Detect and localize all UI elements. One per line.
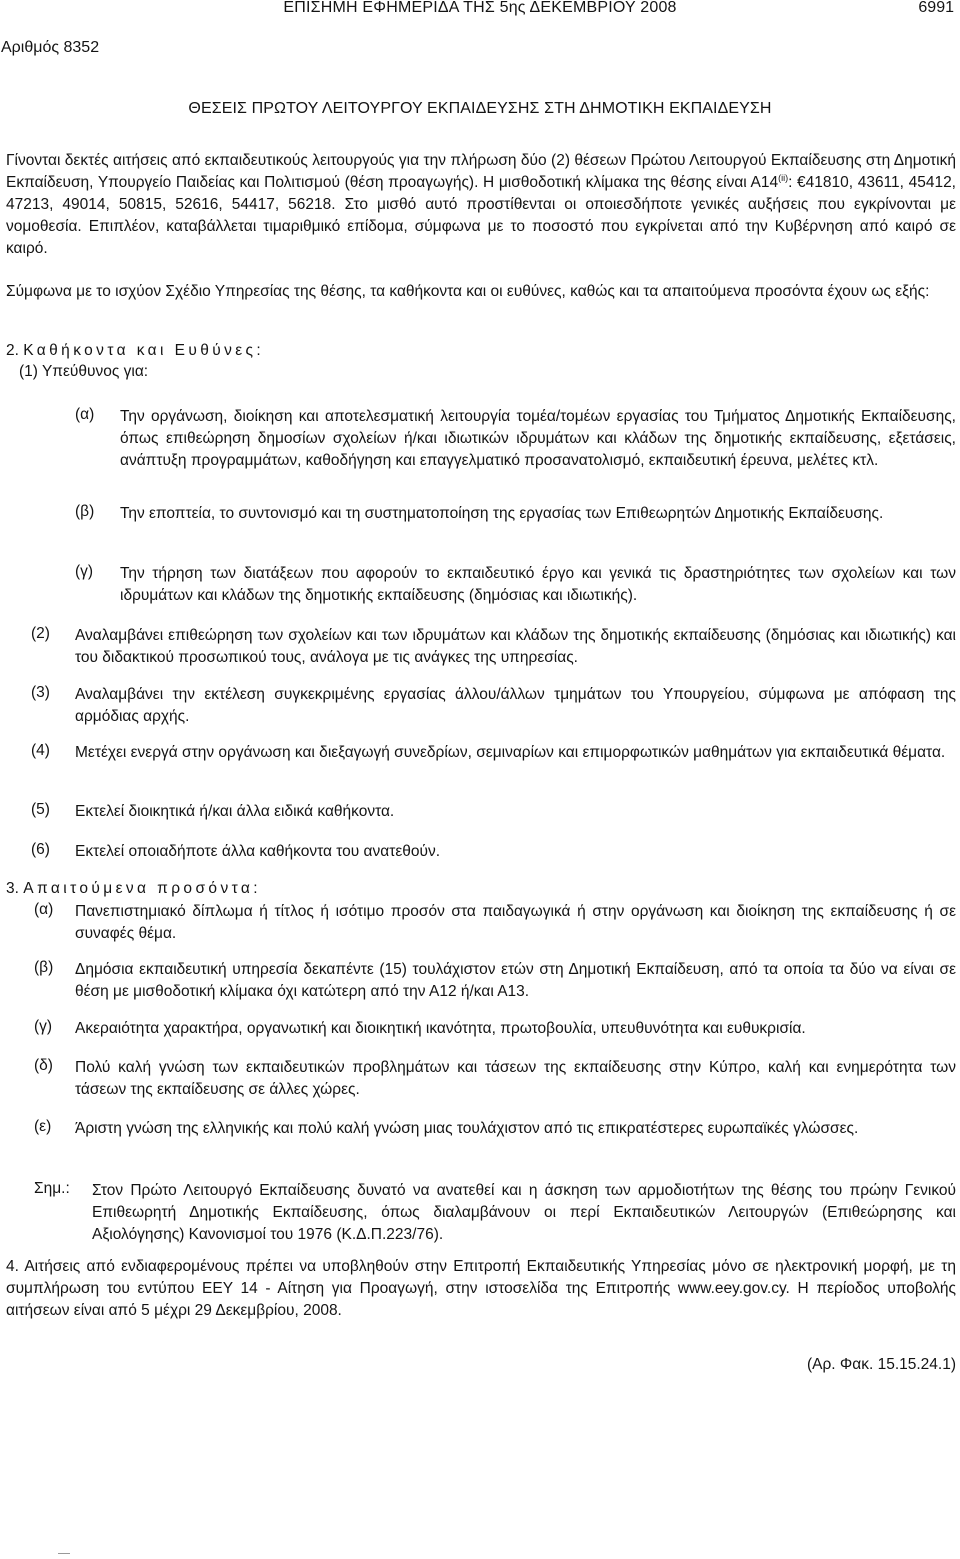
duty-item-3-marker: (3) — [31, 684, 50, 701]
section-4-paragraph: 4. Αιτήσεις από ενδιαφερομένους πρέπει να υποβληθούν στην Επιτροπή Εκπαιδευτικής Υπηρεσίας μόνο σε ηλεκτρονική μορφή, με τη συμπλήρωση του εντύπου ΕΕΥ 14 - Αίτηση για Προαγωγή, στην ιστοσελίδα της Επιτροπής www.eey.gov.cy. Η περίοδος υποβολής αιτήσεων είναι από 5 μέχρι 29 Δεκεμβρίου, 2008. — [6, 1258, 956, 1319]
section-3-title: Απαιτούμενα προσόντα: — [23, 880, 261, 897]
schema-paragraph: Σύμφωνα με το ισχύον Σχέδιο Υπηρεσίας της θέσης, τα καθήκοντα και οι ευθύνες, καθώς και τα απαιτούμενα προσόντα έχουν ως εξής: — [6, 283, 930, 300]
intro-superscript: (ii) — [778, 172, 789, 183]
duty-item-3-text: Αναλαμβάνει την εκτέλεση συγκεκριμένης εργασίας άλλου/άλλων τμημάτων του Υπουργείου, σύμφωνα με απόφαση της αρμόδιας αρχής. — [75, 686, 956, 725]
qualification-b-marker: (β) — [34, 959, 54, 976]
sub-item-b-marker: (β) — [75, 503, 95, 520]
section-3-number: 3. — [6, 880, 19, 897]
notice-number: Αριθμός 8352 — [1, 39, 100, 56]
section-3-heading — [6, 880, 261, 898]
qualification-d-marker: (δ) — [34, 1057, 53, 1074]
qualification-a-text: Πανεπιστημιακό δίπλωμα ή τίτλος ή ισότιμο προσόν στα παιδαγωγικά ή στην οργάνωση και διοίκηση της εκπαίδευσης ή σε συναφές θέμα. — [75, 903, 956, 942]
qualification-e-marker: (ε) — [34, 1118, 52, 1135]
section-2-title: Καθήκοντα και Ευθύνες: — [23, 342, 265, 359]
section-2-heading — [6, 342, 264, 360]
gazette-title: ΕΠΙΣΗΜΗ ΕΦΗΜΕΡΙΔΑ ΤΗΣ 5ης ΔΕΚΕΜΒΡΙΟΥ 2008 — [283, 0, 677, 16]
page-number: 6991 — [918, 0, 954, 16]
responsible-for-heading: (1) Υπεύθυνος για: — [19, 363, 149, 380]
duty-item-5-marker: (5) — [31, 801, 50, 818]
qualification-c-marker: (γ) — [34, 1018, 53, 1035]
duty-item-2-text: Αναλαμβάνει επιθεώρηση των σχολείων και των ιδρυμάτων και κλάδων της δημοτικής εκπαίδευσης (δημόσιας και ιδιωτικής) και του διδακτικού προσωπικού τους, ανάλογα με τις ανάγκες της υπηρεσίας. — [75, 627, 956, 666]
note-marker: Σημ.: — [34, 1180, 70, 1197]
sub-item-c-text: Την τήρηση των διατάξεων που αφορούν το εκπαιδευτικό έργο και γενικά τις δραστηριότητες των σχολείων και των ιδρυμάτων και κλάδων της δημοτικής εκπαίδευσης (δημόσιας και ιδιωτικής). — [120, 565, 956, 604]
note-text: Στον Πρώτο Λειτουργό Εκπαίδευσης δυνατό να ανατεθεί και η άσκηση των αρμοδιοτήτων της θέσης του πρώην Γενικού Επιθεωρητή Δημοτικής Εκπαίδευσης, όπως διαλαμβάνουν οι περί Εκπαιδευτικών Λειτουργών (Επιθεώρησης και Αξιολόγησης) Κανονισμοί του 1976 (Κ.Δ.Π.223/76). — [92, 1182, 956, 1243]
duty-item-5-text: Εκτελεί διοικητικά ή/και άλλα ειδικά καθήκοντα. — [75, 803, 395, 820]
qualification-c-text: Ακεραιότητα χαρακτήρα, οργανωτική και διοικητική ικανότητα, πρωτοβουλία, υπευθυνότητα και ευθυκρισία. — [75, 1020, 806, 1037]
intro-text-1: Γίνονται δεκτές αιτήσεις από εκπαιδευτικούς λειτουργούς για την πλήρωση δύο (2) θέσεων Πρώτου Λειτουργού Εκπαίδευσης στη Δημοτική Εκπαίδευση, Υπουργείο Παιδείας και Πολιτισμού (θέση προαγωγής). Η μισθοδοτική κλίμακα της θέσης είναι Α14 — [6, 152, 956, 191]
page-header — [0, 0, 960, 21]
duty-item-2-marker: (2) — [31, 625, 50, 642]
qualification-d-text: Πολύ καλή γνώση των εκπαιδευτικών προβλημάτων και τάσεων της εκπαίδευσης στην Κύπρο, καλή και ενημερότητα των τάσεων της εκπαίδευσης σε άλλες χώρες. — [75, 1059, 956, 1098]
sub-item-c-marker: (γ) — [75, 563, 94, 580]
document-title: ΘΕΣΕΙΣ ΠΡΩΤΟΥ ΛΕΙΤΟΥΡΓΟΥ ΕΚΠΑΙΔΕΥΣΗΣ ΣΤΗ ΔΗΜΟΤΙΚΗ ΕΚΠΑΙΔΕΥΣΗ — [188, 100, 772, 117]
duty-item-4-text: Μετέχει ενεργά στην οργάνωση και διεξαγωγή συνεδρίων, σεμιναρίων και επιμορφωτικών μαθημάτων για εκπαιδευτικά θέματα. — [75, 744, 946, 761]
duty-item-6-text: Εκτελεί οποιαδήποτε άλλα καθήκοντα του ανατεθούν. — [75, 843, 441, 860]
qualification-e-text: Άριστη γνώση της ελληνικής και πολύ καλή γνώση μιας τουλάχιστον από τις επικρατέστερες ευρωπαϊκές γλώσσες. — [75, 1120, 859, 1137]
sub-item-a-text: Την οργάνωση, διοίκηση και αποτελεσματική λειτουργία τομέα/τομέων εργασίας του Τμήματος Δημοτικής Εκπαίδευσης, όπως επιθεώρηση δημοσίων σχολείων ή/και ιδιωτικών ιδρυμάτων και κλάδων της δημοτικής εκπαίδευσης, εξετάσεις, ανάπτυξη προγραμμάτων, καθοδήγηση και επαγγελματικό προσανατολισμό, εκπαιδευτική έρευνα, μελέτες κτλ. — [120, 408, 956, 469]
intro-text-2: : €41810, 43611, 45412, 47213, 49014, 50815, 52616, 54417, 56218. Στο μισθό αυτό προστίθενται οι οποιεσδήποτε γενικές αυξήσεις που εγκρίνονται με νομοθεσία. Επιπλέον, καταβάλλεται τιμαριθμικό επίδομα, σύμφωνα με το ποσοστό που εγκρίνεται από την Κυβέρνηση από καιρό σε καιρό. — [6, 174, 956, 257]
duty-item-4-marker: (4) — [31, 742, 50, 759]
section-2-number: 2. — [6, 342, 19, 359]
file-reference: (Αρ. Φακ. 15.15.24.1) — [806, 1356, 956, 1373]
duty-item-6-marker: (6) — [31, 841, 50, 858]
footer-mark — [58, 1553, 70, 1554]
qualification-a-marker: (α) — [34, 901, 54, 918]
qualification-b-text: Δημόσια εκπαιδευτική υπηρεσία δεκαπέντε (15) τουλάχιστον ετών στη Δημοτική Εκπαίδευση, από τα οποία τα δύο να είναι σε θέση με μισθοδοτική κλίμακα όχι κατώτερη από την Α12 ή/και Α13. — [75, 961, 956, 1000]
sub-item-a-marker: (α) — [75, 406, 95, 423]
intro-paragraph — [6, 150, 956, 260]
sub-item-b-text: Την εποπτεία, το συντονισμό και τη συστηματοποίηση της εργασίας των Επιθεωρητών Δημοτικής Εκπαίδευσης. — [120, 505, 884, 522]
